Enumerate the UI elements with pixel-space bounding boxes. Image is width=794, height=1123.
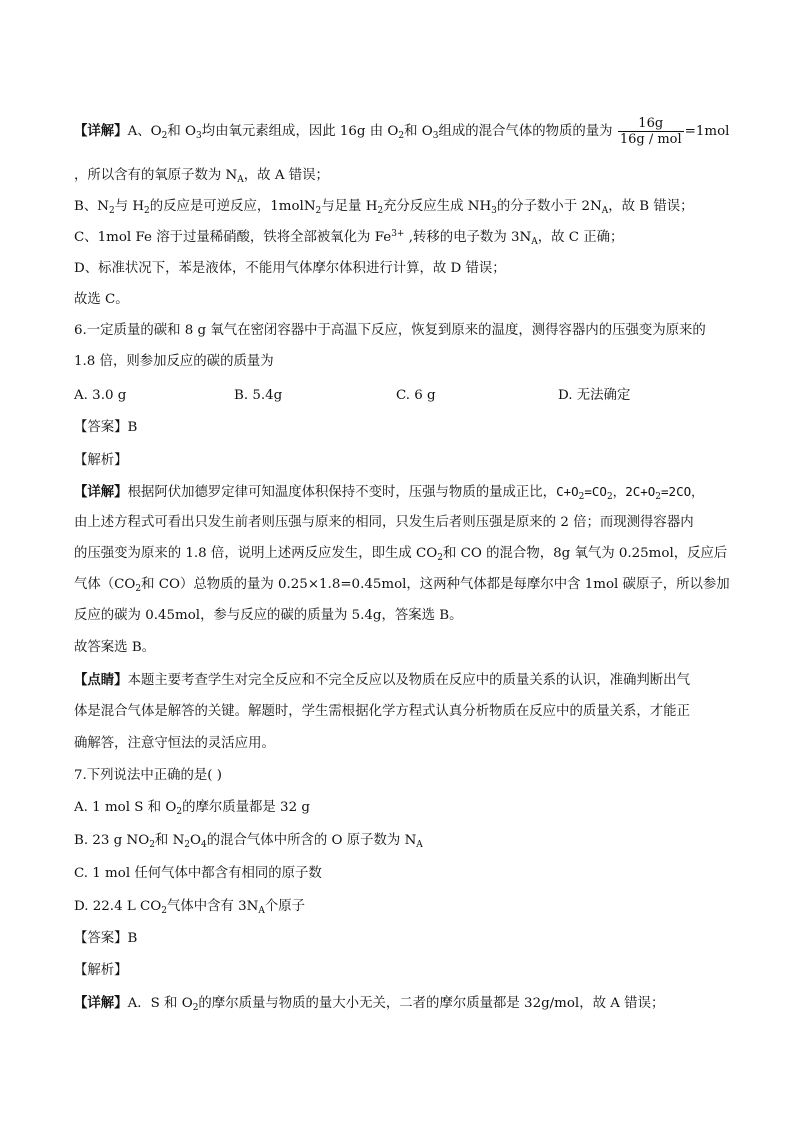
detail-line-2: ，所以含有的氧原子数为 $N_A$，故 A 错误； [74,168,329,185]
detail-tag: 【详解】 [74,123,128,139]
keypoint-line-1: 【点睛】本题主要考查学生对完全反应和不完全反应以及物质在反应中的质量关系的认识，准确判断出气 [74,672,690,688]
detail-6-line-6: 故答案选 B。 [74,640,156,655]
detail-line-5: D、标准状况下，苯是液体，不能用气体摩尔体积进行计算，故 D 错误； [74,261,506,276]
detail-line-3: B、$N_2$与 $H_2$的反应是可逆反应，1molN$_2$与足量 $H_2$充分反应生成 $NH_3$的分子数小于 $2N_A$，故 B 错误； [74,199,694,216]
detail-line-4: C、1mol Fe 溶于过量稀硝酸，铁将全部被氧化为 $Fe^{3+}$ ,转移的电子数为 $3N_A$，故 C 正确； [74,229,624,247]
option-c: C. 6 g [396,388,436,403]
detail-line-1: 【详解】A、$O_2$和 $O_3$均由氧元素组成，因此 16g 由 $O_2$和 $O_3$组成的混合气体的物质的量为 $\frac{16g}{\text{16g / mol}}$ =1mol [74,116,730,147]
question-7-option-d: D. 22.4 L $CO_2$气体中含有 $3N_A$个原子 [74,899,306,916]
detail-6-line-2: 由上述方程式可看出只发生前者则压强与原来的相同，只发生后者则压强是原来的 2 倍；而现测得容器内 [74,515,694,530]
question-7-option-b: B. 23 g $NO_2$和 $N_2O_4$的混合气体中所含的 O 原子数为 $N_A$ [74,833,423,850]
detail-6-line-5: 反应的碳为 0.45mol，参与反应的碳的质量为 5.4g，答案选 B。 [74,608,463,623]
option-d: D. 无法确定 [558,388,631,403]
option-a: A. 3.0 g [74,388,127,403]
detail-6-line-1: 【详解】根据阿伏加德罗定律可知温度体积保持不变时，压强与物质的量成正比，$C+O_2=CO_2$，$2C+O_2=2CO$， [74,484,704,502]
fraction: $\frac{16g}{\text{16g / mol}}$ [619,116,682,147]
question-6-stem-2: 1.8 倍，则参加反应的碳的质量为 [74,354,274,369]
detail-6-line-4: 气体（$CO_2$和 CO）总物质的量为 0.25×1.8=0.45mol，这两种气体都是每摩尔中含 1mol 碳原子，所以参加 [74,577,730,594]
option-b: B. 5.4g [234,388,283,403]
question-7-stem: 7.下列说法中正确的是( ) [74,768,222,783]
question-7-option-c: C. 1 mol 任何气体中都含有相同的原子数 [74,866,322,881]
answer-7: 【答案】B [74,931,138,946]
analysis-6: 【解析】 [74,453,128,468]
keypoint-line-2: 体是混合气体是解答的关键。解题时，学生需根据化学方程式认真分析物质在反应中的质量关系，才能正 [74,704,690,719]
detail-7-line-1: 【详解】A．S 和 $O_2$的摩尔质量与物质的量大小无关，二者的摩尔质量都是 32g/mol，故 A 错误； [74,995,665,1013]
keypoint-line-3: 确解答，注意守恒法的灵活应用。 [74,736,275,751]
detail-6-line-3: 的压强变为原来的 1.8 倍，说明上述两反应发生，即生成 $CO_2$和 CO 的混合物，8g 氧气为 0.25mol，反应后 [74,546,728,563]
analysis-7: 【解析】 [74,963,128,978]
answer-6: 【答案】B [74,420,138,435]
question-7-option-a: A. 1 mol S 和 $O_2$的摩尔质量都是 32 g [74,800,310,817]
conclusion-line: 故选 C。 [74,292,129,307]
question-6-stem-1: 6.一定质量的碳和 8 g 氧气在密闭容器中于高温下反应，恢复到原来的温度，测得容器内的压强变为原来的 [74,323,706,338]
